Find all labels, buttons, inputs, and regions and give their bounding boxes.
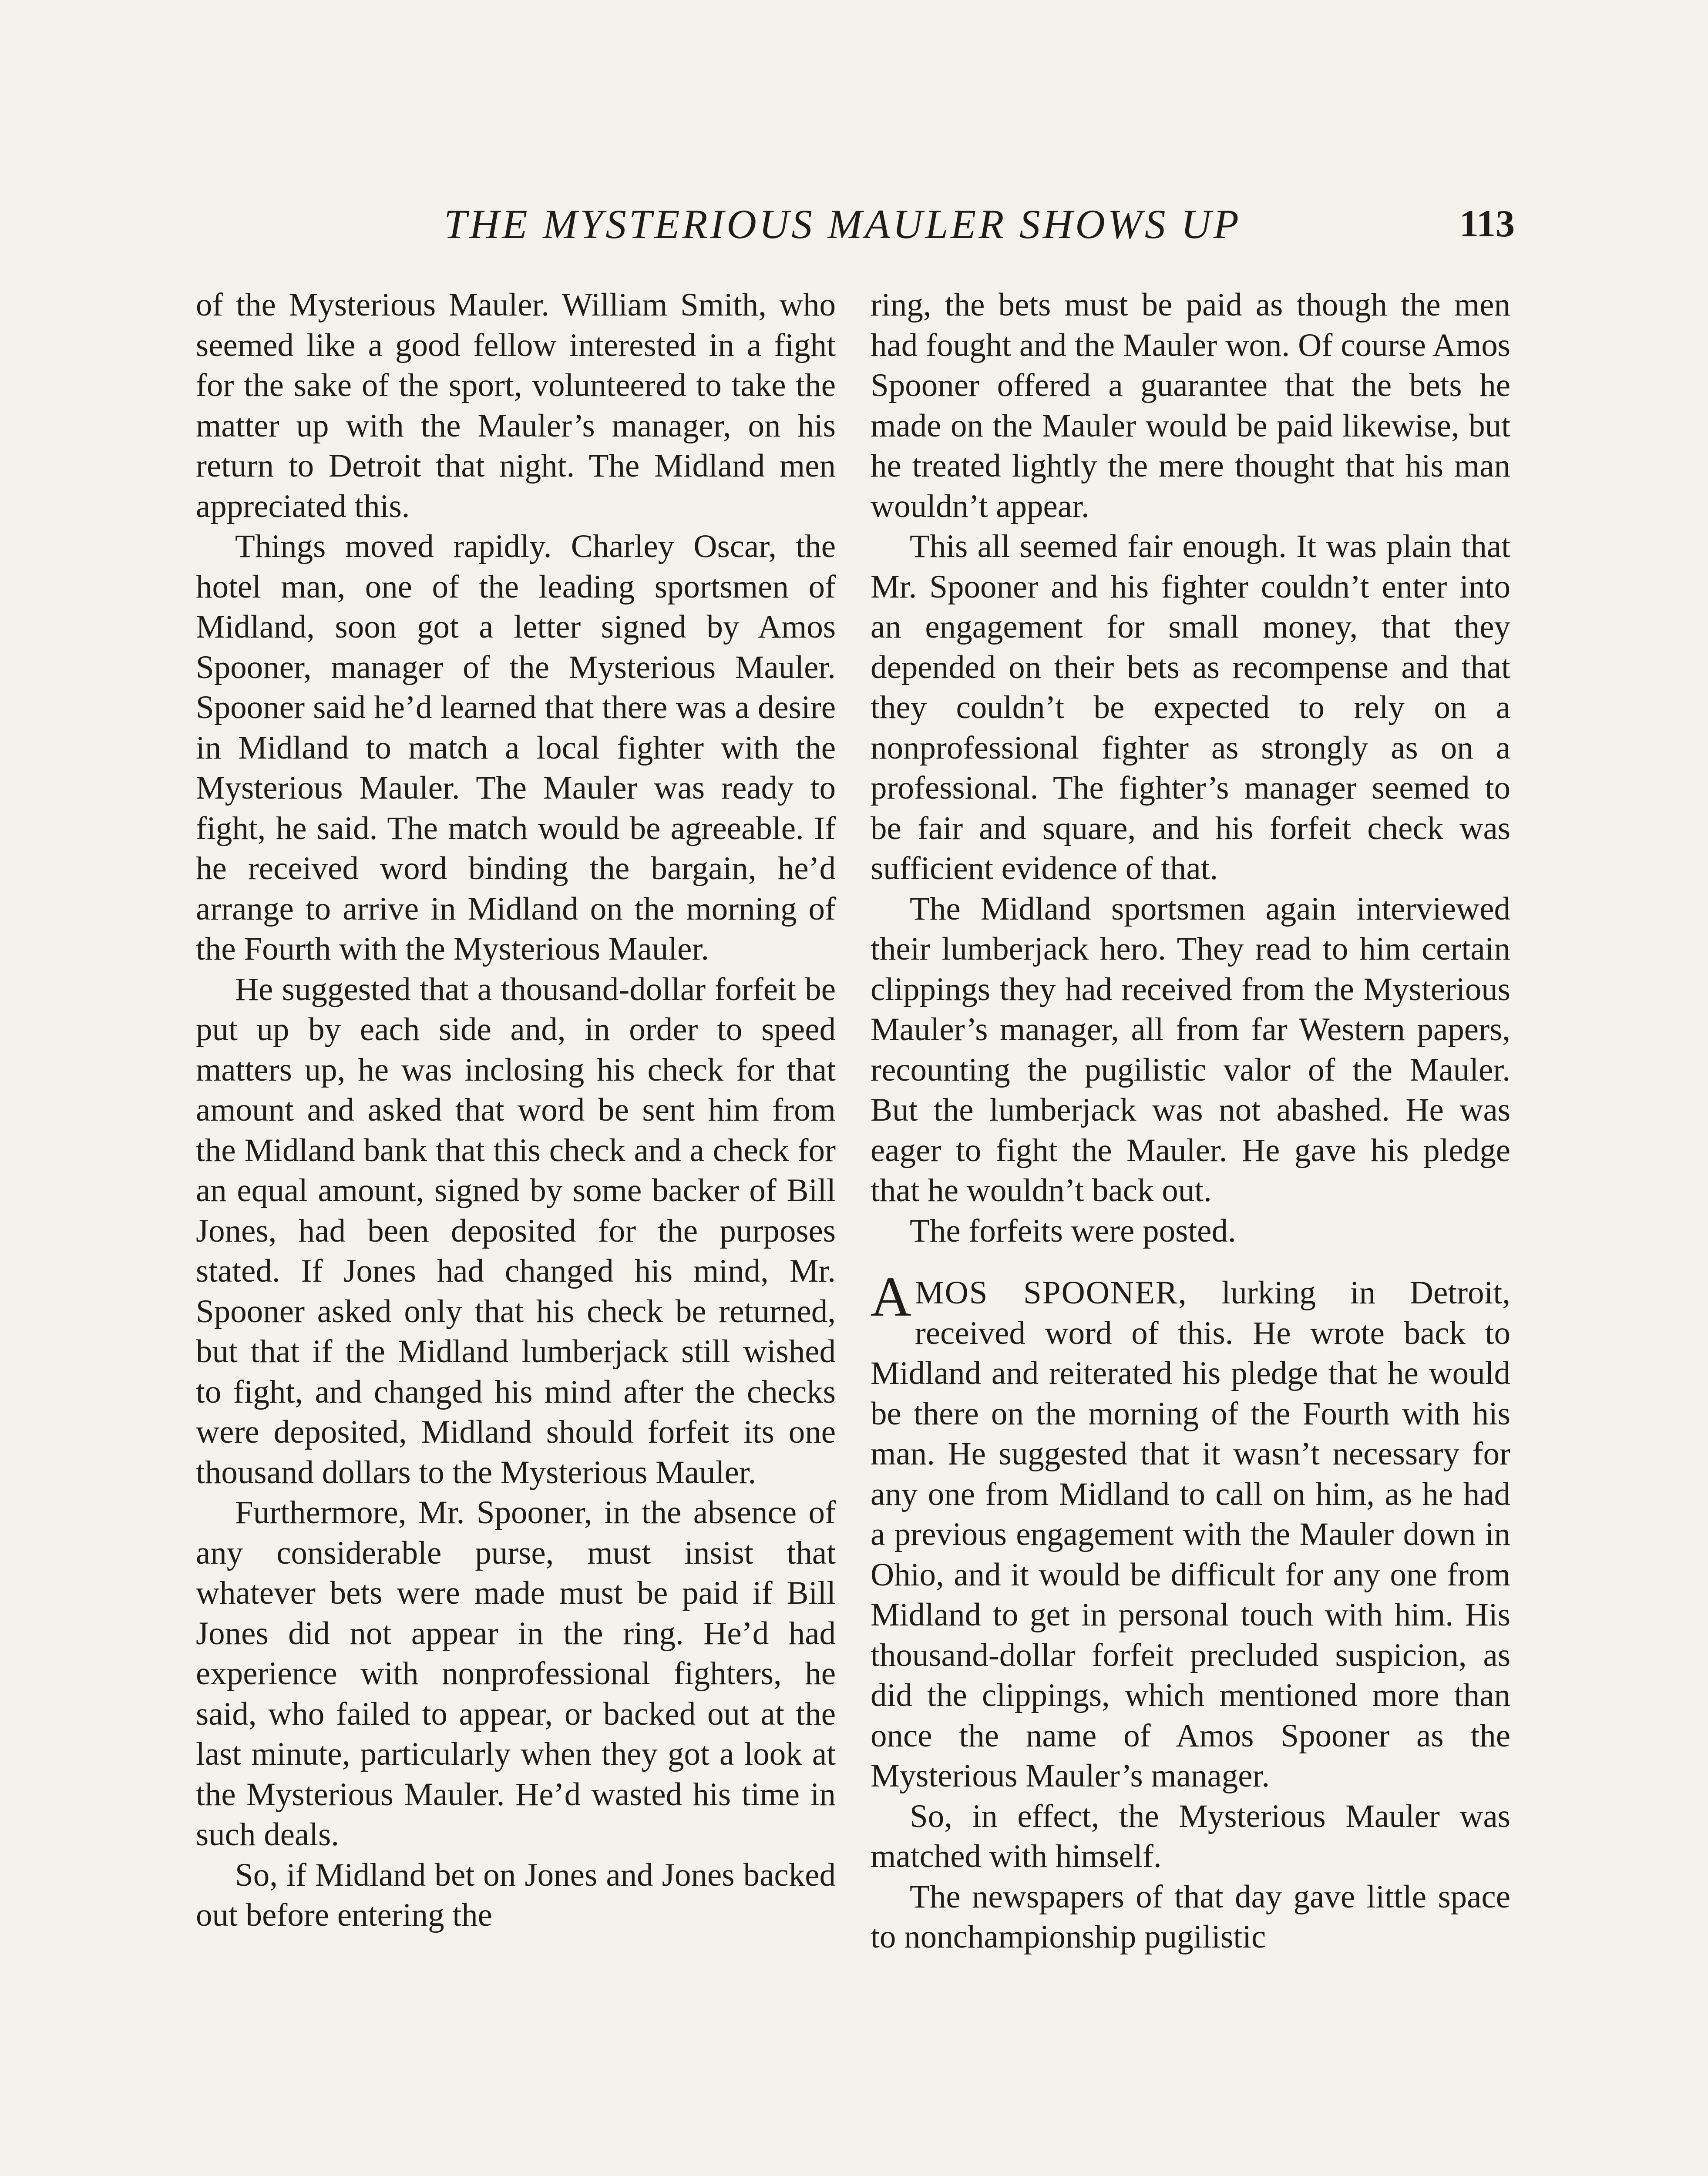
paragraph: So, in effect, the Mysterious Mauler was matched with himself. (871, 1798, 1510, 1874)
running-title: THE MYSTERIOUS MAULER SHOWS UP (444, 201, 1241, 247)
paragraph: Things moved rapidly. Charley Oscar, the hotel man, one of the leading sportsmen of Midland, soon got a letter signed by Amos Spooner, manager of the Mysterious Mauler. Spooner said he’d learned that there was a desire in Midland to match a local fighter with the Mysterious Mauler. The Mauler was ready to fight, he said. The match would be agreeable. If he received word binding the bargain, he’d arrange to arrive in Midland on the morning of the Fourth with the Mysterious Mauler. (196, 528, 836, 967)
paragraph: He suggested that a thousand-dollar forfeit be put up by each side and, in order to speed matters up, he was inclosing his check for that amount and asked that word be sent him from the Midland bank that this check and a check for an equal amount, signed by some backer of Bill Jones, had been deposited for the purposes stated. If Jones had changed his mind, Mr. Spooner asked only that his check be returned, but that if the Midland lumberjack still wished to fight, and changed his mind after the checks were deposited, Midland should forfeit its one thousand dollars to the Mysterious Mauler. (196, 971, 836, 1491)
paragraph: The Midland sportsmen again interviewed their lumberjack hero. They read to him certain clippings they had received from the Mysterious Mauler’s manager, all from far Western papers, recounting the pugilistic valor of the Mauler. But the lumberjack was not abashed. He was eager to fight the Mauler. He gave his pledge that he wouldn’t back out. (871, 890, 1510, 1209)
paragraph: ring, the bets must be paid as though the men had fought and the Mauler won. Of course Amos Spooner offered a guarantee that the bets he made on the Mauler would be paid likewise, but he treated lightly the mere thought that his man wouldn’t appear. (871, 287, 1510, 524)
paragraph: The newspapers of that day gave little space to nonchampionship pugilistic (871, 1878, 1510, 1955)
section-opening-paragraph (871, 1266, 1510, 1797)
paragraph-text: lurking in Detroit, received word of this. He wrote back to Midland and reiterated his pledge that he would be there on the morning of the Fourth with his man. He suggested that it wasn’t necessary for any one from Midland to call on him, as he had a previous engagement with the Mauler down in Ohio, and it would be difficult for any one from Midland to get in personal touch with him. His thousand-dollar forfeit precluded suspicion, as did the clippings, which mentioned more than once the name of Amos Spooner as the Mysterious Mauler’s manager. (871, 1275, 1510, 1794)
paragraph: This all seemed fair enough. It was plain that Mr. Spooner and his fighter couldn’t enter into an engagement for small money, that they depended on their bets as recompense and that they couldn’t be expected to rely on a nonprofessional fighter as strongly as on a professional. The fighter’s manager seemed to be fair and square, and his forfeit check was sufficient evidence of that. (871, 528, 1510, 887)
small-caps-lead: MOS SPOONER, (915, 1275, 1187, 1311)
drop-cap: A (871, 1266, 911, 1328)
left-column (196, 285, 836, 1936)
paragraph: Furthermore, Mr. Spooner, in the absence of any considerable purse, must insist that whatever bets were made must be paid if Bill Jones did not appear in the ring. He’d had experience with nonprofessional fighters, he said, who failed to appear, or backed out at the last minute, particularly when they got a look at the Mysterious Mauler. He’d wasted his time in such deals. (196, 1494, 836, 1853)
page-number: 113 (1459, 203, 1515, 245)
right-column (871, 285, 1510, 1958)
paragraph: of the Mysterious Mauler. William Smith, who seemed like a good fellow interested in a fight for the sake of the sport, volunteered to take the matter up with the Mauler’s manager, on his return to Detroit that night. The Midland men appreciated this. (196, 287, 836, 524)
paragraph: The forfeits were posted. (910, 1212, 1236, 1249)
running-head (192, 198, 1515, 250)
paragraph: So, if Midland bet on Jones and Jones backed out before entering the (196, 1857, 836, 1933)
